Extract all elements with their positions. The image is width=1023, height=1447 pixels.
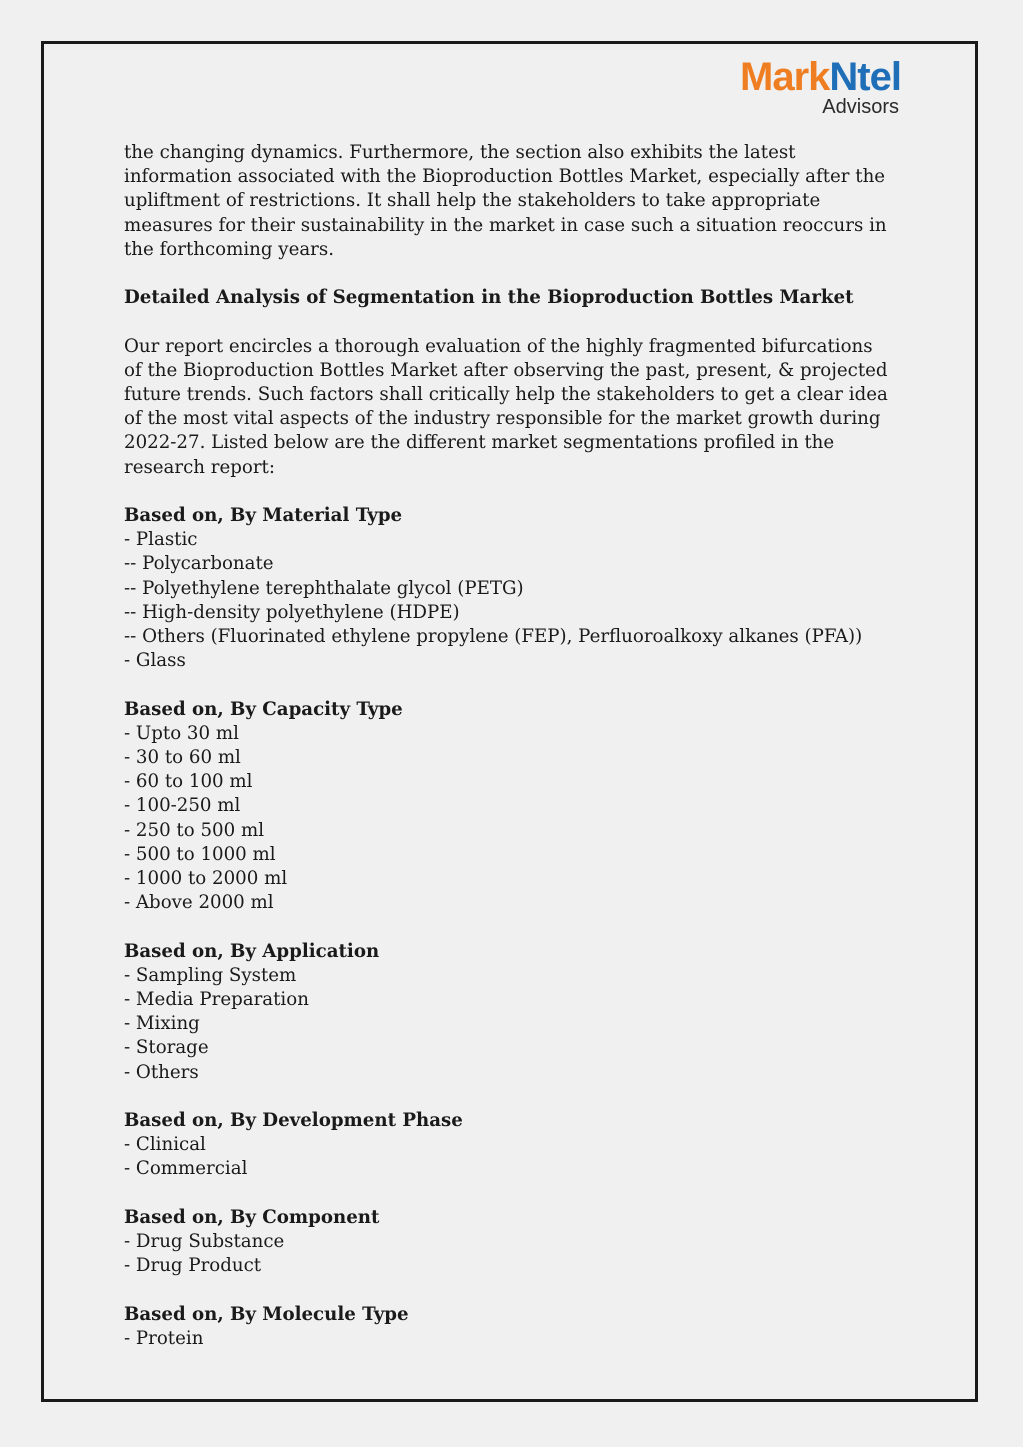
segment-heading: Based on, By Material Type	[124, 505, 403, 526]
segment-item: - 100-250 ml	[124, 795, 241, 817]
segment-items	[124, 1327, 894, 1351]
segment-item: - Protein	[124, 1327, 204, 1349]
intro-paragraph: the changing dynamics. Furthermore, the section also exhibits the latest information associated with the Bioproduction Bottles Market, especially after the upliftment of restrictions. It shall help the stakeholders to take appropriate measures for their sustainability in the market in case such a situation reoccurs in the forthcoming years.	[124, 142, 887, 260]
marknte-advisors-logo	[740, 57, 901, 117]
segment-item: - Others	[124, 1061, 199, 1083]
segment-heading: Based on, By Capacity Type	[124, 698, 403, 720]
segment-heading: Based on, By Application	[124, 940, 380, 962]
segment-item: - 500 to 1000 ml	[124, 843, 276, 865]
segment-item: -- Others (Fluorinated ethylene propylene (FEP), Perfluoroalkoxy alkanes (PFA))	[124, 626, 863, 648]
logo-mark-text: Mark	[740, 55, 830, 99]
logo-wordmark	[740, 57, 901, 97]
segment-item: -- High-density polyethylene (HDPE)	[124, 601, 460, 623]
segment-item: - 250 to 500 ml	[124, 819, 265, 841]
segment-item: - Storage	[124, 1037, 209, 1059]
segment-item: - Mixing	[124, 1013, 200, 1035]
document-body	[124, 141, 894, 1351]
segment-item: -- Polyethylene terephthalate glycol (PETG)	[124, 577, 524, 599]
segment-item: - Drug Product	[124, 1255, 262, 1277]
segment-item: -- Polycarbonate	[124, 553, 274, 575]
segment-items	[124, 1133, 894, 1181]
segment-item: - Sampling System	[124, 964, 297, 986]
segmentation-list	[124, 480, 894, 1351]
segment-item: - 1000 to 2000 ml	[124, 868, 288, 890]
segment-item: - 60 to 100 ml	[124, 771, 253, 793]
segment-items	[124, 528, 894, 673]
segment-item: - Media Preparation	[124, 989, 309, 1011]
section-paragraph: Our report encircles a thorough evaluation of the highly fragmented bifurcations of the Bioproduction Bottles Market after observing the past, present, & projected future trends. Such factors shall critically help the stakeholders to get a clear idea of the most vital aspects of the industry responsible for the market growth during 2022-27. Listed below are the different market segmentations profiled in the research report:	[124, 335, 888, 478]
segment-items	[124, 722, 894, 916]
segment-heading: Based on, By Molecule Type	[124, 1303, 409, 1325]
segment-items	[124, 964, 894, 1085]
section-heading: Detailed Analysis of Segmentation in the Bioproduction Bottles Market	[124, 287, 854, 309]
segment-item: - 30 to 60 ml	[124, 747, 241, 769]
segment-heading: Based on, By Development Phase	[124, 1110, 463, 1132]
segment-item: - Above 2000 ml	[124, 892, 274, 914]
logo-subtitle: Advisors	[822, 96, 899, 118]
segment-item: - Commercial	[124, 1158, 248, 1180]
segment-item: - Drug Substance	[124, 1231, 285, 1253]
segment-item: - Glass	[124, 650, 186, 672]
segment-item: - Plastic	[124, 529, 198, 551]
segment-heading: Based on, By Component	[124, 1206, 380, 1228]
segment-item: - Upto 30 ml	[124, 722, 239, 744]
segment-items	[124, 1230, 894, 1278]
segment-item: - Clinical	[124, 1134, 206, 1156]
logo-ntel-text: Ntel	[829, 55, 901, 99]
